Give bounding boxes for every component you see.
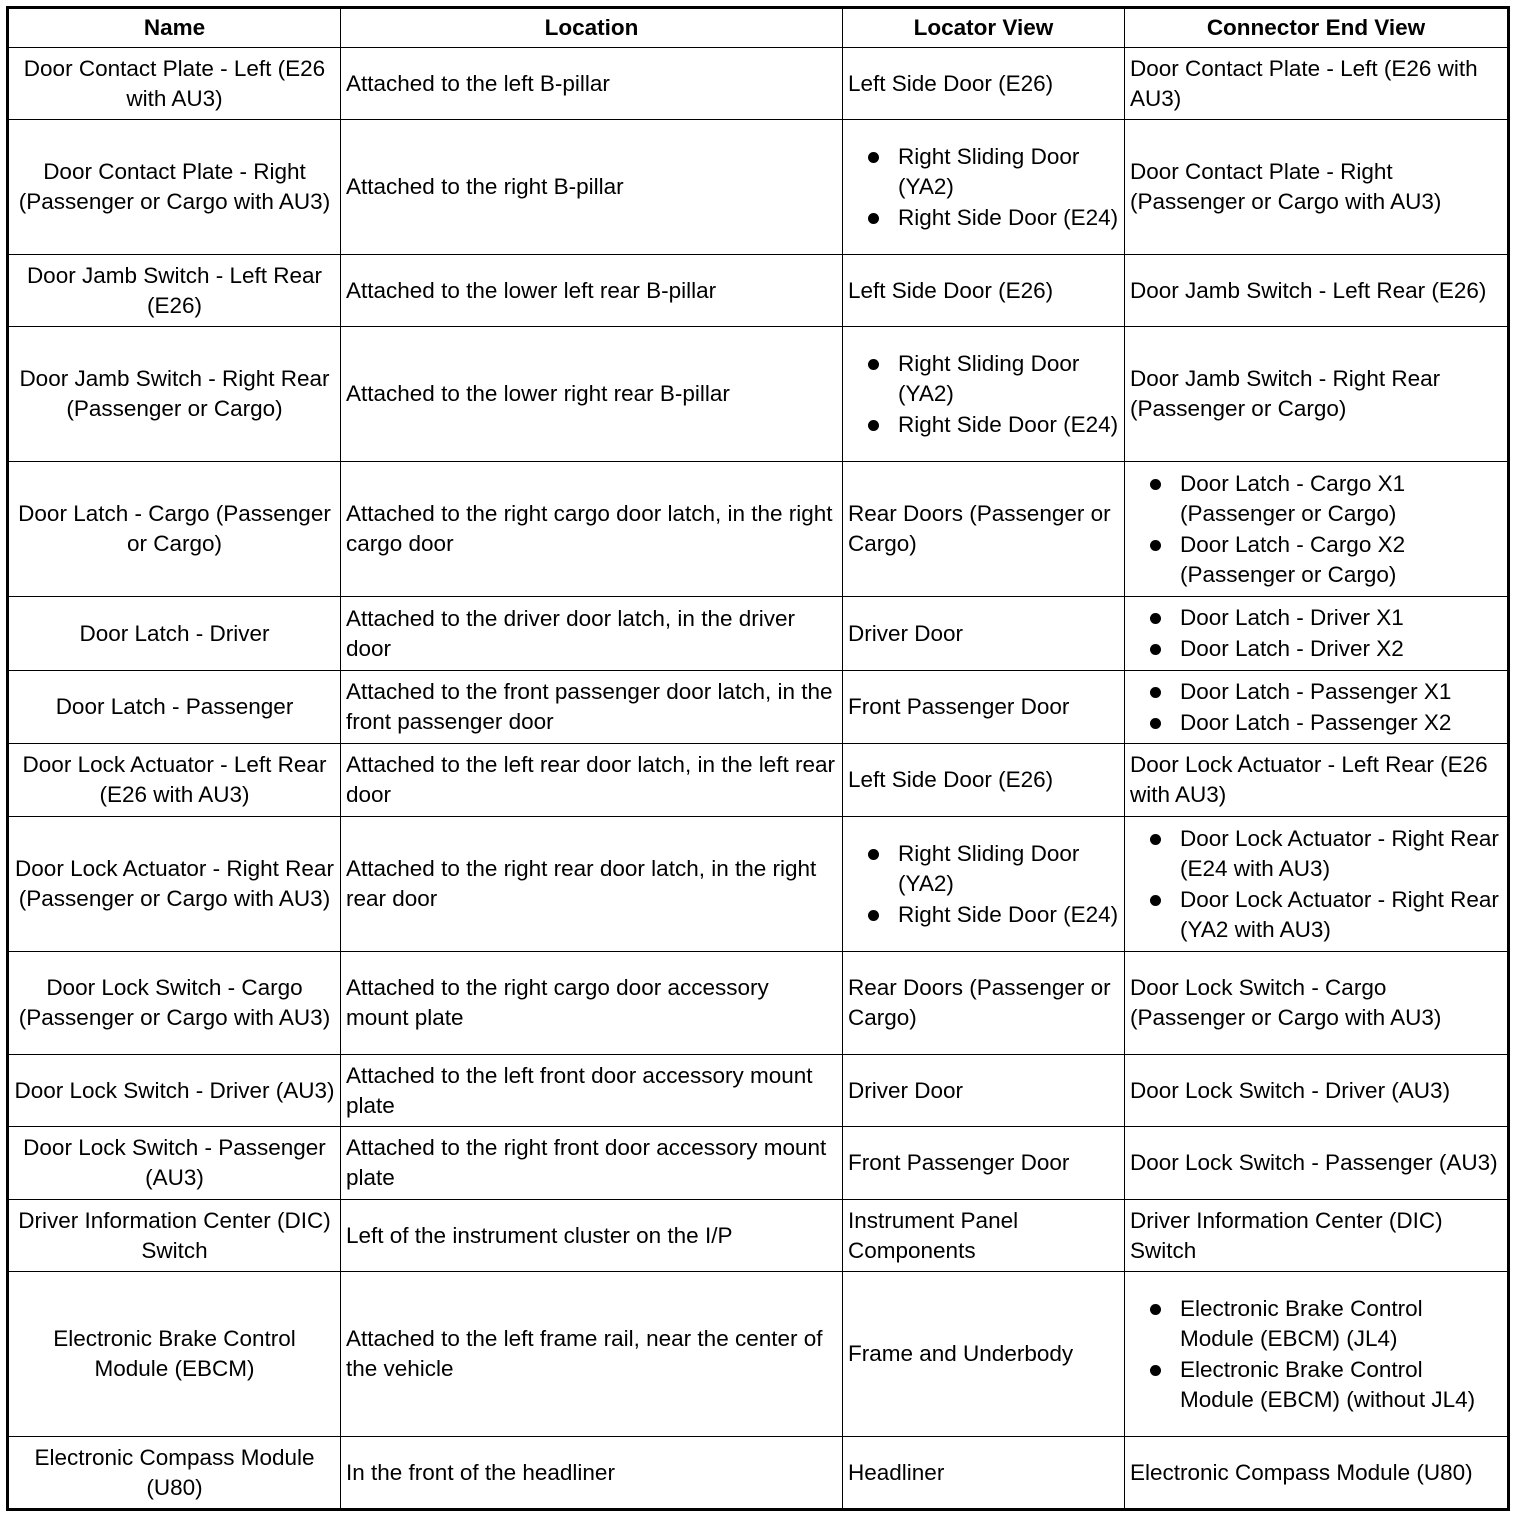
connector_view-bullet-item: Electronic Brake Control Module (EBCM) (without JL4) [1130, 1355, 1502, 1415]
header-locator-view: Locator View [843, 8, 1125, 48]
connector_view-bullet-item: Door Latch - Driver X2 [1130, 634, 1502, 664]
table-row [8, 1272, 1509, 1437]
cell-locator-view [843, 462, 1125, 597]
header-connector-end-view: Connector End View [1125, 8, 1509, 48]
cell-location: Attached to the left B-pillar [341, 48, 843, 120]
connector_view-list [1130, 677, 1502, 738]
table-row [8, 1127, 1509, 1200]
cell-location: Attached to the right cargo door latch, in the right cargo door [341, 462, 843, 597]
table-row [8, 1200, 1509, 1272]
cell-name: Door Lock Actuator - Left Rear (E26 with AU3) [8, 744, 341, 817]
cell-connector-end-view [1125, 327, 1509, 462]
header-row [8, 8, 1509, 48]
cell-locator-view [843, 327, 1125, 462]
cell-locator-view [843, 744, 1125, 817]
connector_view-text: Electronic Compass Module (U80) [1130, 1459, 1473, 1485]
cell-connector-end-view [1125, 48, 1509, 120]
cell-connector-end-view [1125, 744, 1509, 817]
connector_view-list [1130, 603, 1502, 664]
cell-name: Door Latch - Passenger [8, 671, 341, 744]
cell-locator-view [843, 1200, 1125, 1272]
table-row [8, 1055, 1509, 1127]
cell-location: Attached to the left front door accessory mount plate [341, 1055, 843, 1127]
cell-name: Door Contact Plate - Left (E26 with AU3) [8, 48, 341, 120]
cell-name: Door Jamb Switch - Left Rear (E26) [8, 255, 341, 327]
cell-connector-end-view [1125, 1200, 1509, 1272]
locator_view-list [848, 839, 1119, 930]
cell-location: Attached to the left frame rail, near the center of the vehicle [341, 1272, 843, 1437]
connector_view-list [1130, 1294, 1502, 1415]
cell-name: Door Latch - Driver [8, 597, 341, 671]
cell-name: Driver Information Center (DIC) Switch [8, 1200, 341, 1272]
cell-location: Attached to the front passenger door latch, in the front passenger door [341, 671, 843, 744]
locator_view-text: Driver Door [848, 620, 964, 646]
connector_view-bullet-item: Door Latch - Cargo X1 (Passenger or Cargo) [1130, 469, 1502, 529]
cell-name: Door Lock Switch - Cargo (Passenger or Cargo with AU3) [8, 952, 341, 1055]
cell-locator-view [843, 1055, 1125, 1127]
cell-location: Attached to the lower right rear B-pillar [341, 327, 843, 462]
locator_view-bullet-item: Right Sliding Door (YA2) [848, 839, 1119, 899]
locator_view-text: Headliner [848, 1459, 945, 1485]
table-row [8, 120, 1509, 255]
cell-name: Door Contact Plate - Right (Passenger or Cargo with AU3) [8, 120, 341, 255]
locator_view-text: Left Side Door (E26) [848, 277, 1054, 303]
locator_view-list [848, 349, 1119, 440]
cell-location: Attached to the right B-pillar [341, 120, 843, 255]
table-row [8, 255, 1509, 327]
connector_view-text: Door Contact Plate - Right (Passenger or Cargo with AU3) [1130, 159, 1442, 214]
cell-name: Door Lock Switch - Driver (AU3) [8, 1055, 341, 1127]
cell-name: Door Latch - Cargo (Passenger or Cargo) [8, 462, 341, 597]
header-location: Location [341, 8, 843, 48]
cell-connector-end-view [1125, 1272, 1509, 1437]
cell-connector-end-view [1125, 462, 1509, 597]
table-row [8, 48, 1509, 120]
table-row [8, 817, 1509, 952]
header-name: Name [8, 8, 341, 48]
connector_view-bullet-item: Electronic Brake Control Module (EBCM) (JL4) [1130, 1294, 1502, 1354]
connector_view-text: Door Jamb Switch - Right Rear (Passenger or Cargo) [1130, 366, 1441, 421]
cell-connector-end-view [1125, 952, 1509, 1055]
table-row [8, 597, 1509, 671]
cell-connector-end-view [1125, 1127, 1509, 1200]
connector_view-bullet-item: Door Latch - Passenger X1 [1130, 677, 1502, 707]
locator_view-list [848, 142, 1119, 233]
cell-connector-end-view [1125, 817, 1509, 952]
connector_view-bullet-item: Door Latch - Passenger X2 [1130, 708, 1502, 738]
cell-locator-view [843, 671, 1125, 744]
cell-location: Attached to the lower left rear B-pillar [341, 255, 843, 327]
locator_view-text: Left Side Door (E26) [848, 767, 1054, 792]
connector_view-list [1130, 469, 1502, 590]
cell-name: Door Lock Switch - Passenger (AU3) [8, 1127, 341, 1200]
locator_view-text: Instrument Panel Components [848, 1207, 1019, 1263]
connector_view-text: Door Lock Switch - Passenger (AU3) [1130, 1150, 1498, 1175]
locator_view-text: Rear Doors (Passenger or Cargo) [848, 501, 1111, 556]
cell-locator-view [843, 1272, 1125, 1437]
cell-location: Attached to the right front door accessory mount plate [341, 1127, 843, 1200]
cell-connector-end-view [1125, 597, 1509, 671]
locator_view-bullet-item: Right Sliding Door (YA2) [848, 349, 1119, 409]
connector_view-text: Door Lock Switch - Cargo (Passenger or Cargo with AU3) [1130, 975, 1442, 1030]
cell-locator-view [843, 817, 1125, 952]
cell-location: Attached to the right cargo door accessory mount plate [341, 952, 843, 1055]
table-row [8, 744, 1509, 817]
locator_view-text: Frame and Underbody [848, 1341, 1074, 1366]
component-locator-table [6, 6, 1510, 1511]
connector_view-text: Door Contact Plate - Left (E26 with AU3) [1130, 55, 1478, 111]
cell-location: In the front of the headliner [341, 1437, 843, 1510]
locator_view-bullet-item: Right Sliding Door (YA2) [848, 142, 1119, 202]
cell-name: Electronic Brake Control Module (EBCM) [8, 1272, 341, 1437]
connector_view-bullet-item: Door Latch - Driver X1 [1130, 603, 1502, 633]
locator_view-text: Left Side Door (E26) [848, 70, 1054, 96]
locator_view-text: Front Passenger Door [848, 1150, 1070, 1175]
cell-name: Door Jamb Switch - Right Rear (Passenger or Cargo) [8, 327, 341, 462]
cell-location: Attached to the driver door latch, in the driver door [341, 597, 843, 671]
connector_view-text: Door Lock Switch - Driver (AU3) [1130, 1077, 1451, 1103]
locator_view-bullet-item: Right Side Door (E24) [848, 410, 1119, 440]
connector_view-list [1130, 824, 1502, 945]
connector_view-text: Door Lock Actuator - Left Rear (E26 with AU3) [1130, 752, 1488, 807]
cell-locator-view [843, 1437, 1125, 1510]
table-body [8, 48, 1509, 1510]
connector_view-text: Door Jamb Switch - Left Rear (E26) [1130, 277, 1487, 303]
cell-location: Left of the instrument cluster on the I/P [341, 1200, 843, 1272]
cell-connector-end-view [1125, 1055, 1509, 1127]
connector_view-bullet-item: Door Lock Actuator - Right Rear (E24 with AU3) [1130, 824, 1502, 884]
connector_view-bullet-item: Door Lock Actuator - Right Rear (YA2 with AU3) [1130, 885, 1502, 945]
locator_view-text: Driver Door [848, 1077, 964, 1103]
cell-name: Door Lock Actuator - Right Rear (Passenger or Cargo with AU3) [8, 817, 341, 952]
cell-name: Electronic Compass Module (U80) [8, 1437, 341, 1510]
table-row [8, 327, 1509, 462]
locator_view-bullet-item: Right Side Door (E24) [848, 203, 1119, 233]
cell-locator-view [843, 1127, 1125, 1200]
cell-location: Attached to the right rear door latch, in the right rear door [341, 817, 843, 952]
locator_view-text: Front Passenger Door [848, 694, 1070, 719]
cell-connector-end-view [1125, 671, 1509, 744]
table-row [8, 671, 1509, 744]
cell-locator-view [843, 952, 1125, 1055]
cell-locator-view [843, 255, 1125, 327]
cell-locator-view [843, 48, 1125, 120]
cell-connector-end-view [1125, 1437, 1509, 1510]
cell-location: Attached to the left rear door latch, in the left rear door [341, 744, 843, 817]
cell-connector-end-view [1125, 120, 1509, 255]
table-row [8, 952, 1509, 1055]
cell-locator-view [843, 120, 1125, 255]
table-row [8, 1437, 1509, 1510]
locator_view-bullet-item: Right Side Door (E24) [848, 900, 1119, 930]
cell-connector-end-view [1125, 255, 1509, 327]
locator_view-text: Rear Doors (Passenger or Cargo) [848, 975, 1111, 1030]
connector_view-text: Driver Information Center (DIC) Switch [1130, 1207, 1443, 1263]
cell-locator-view [843, 597, 1125, 671]
table-row [8, 462, 1509, 597]
connector_view-bullet-item: Door Latch - Cargo X2 (Passenger or Cargo) [1130, 530, 1502, 590]
